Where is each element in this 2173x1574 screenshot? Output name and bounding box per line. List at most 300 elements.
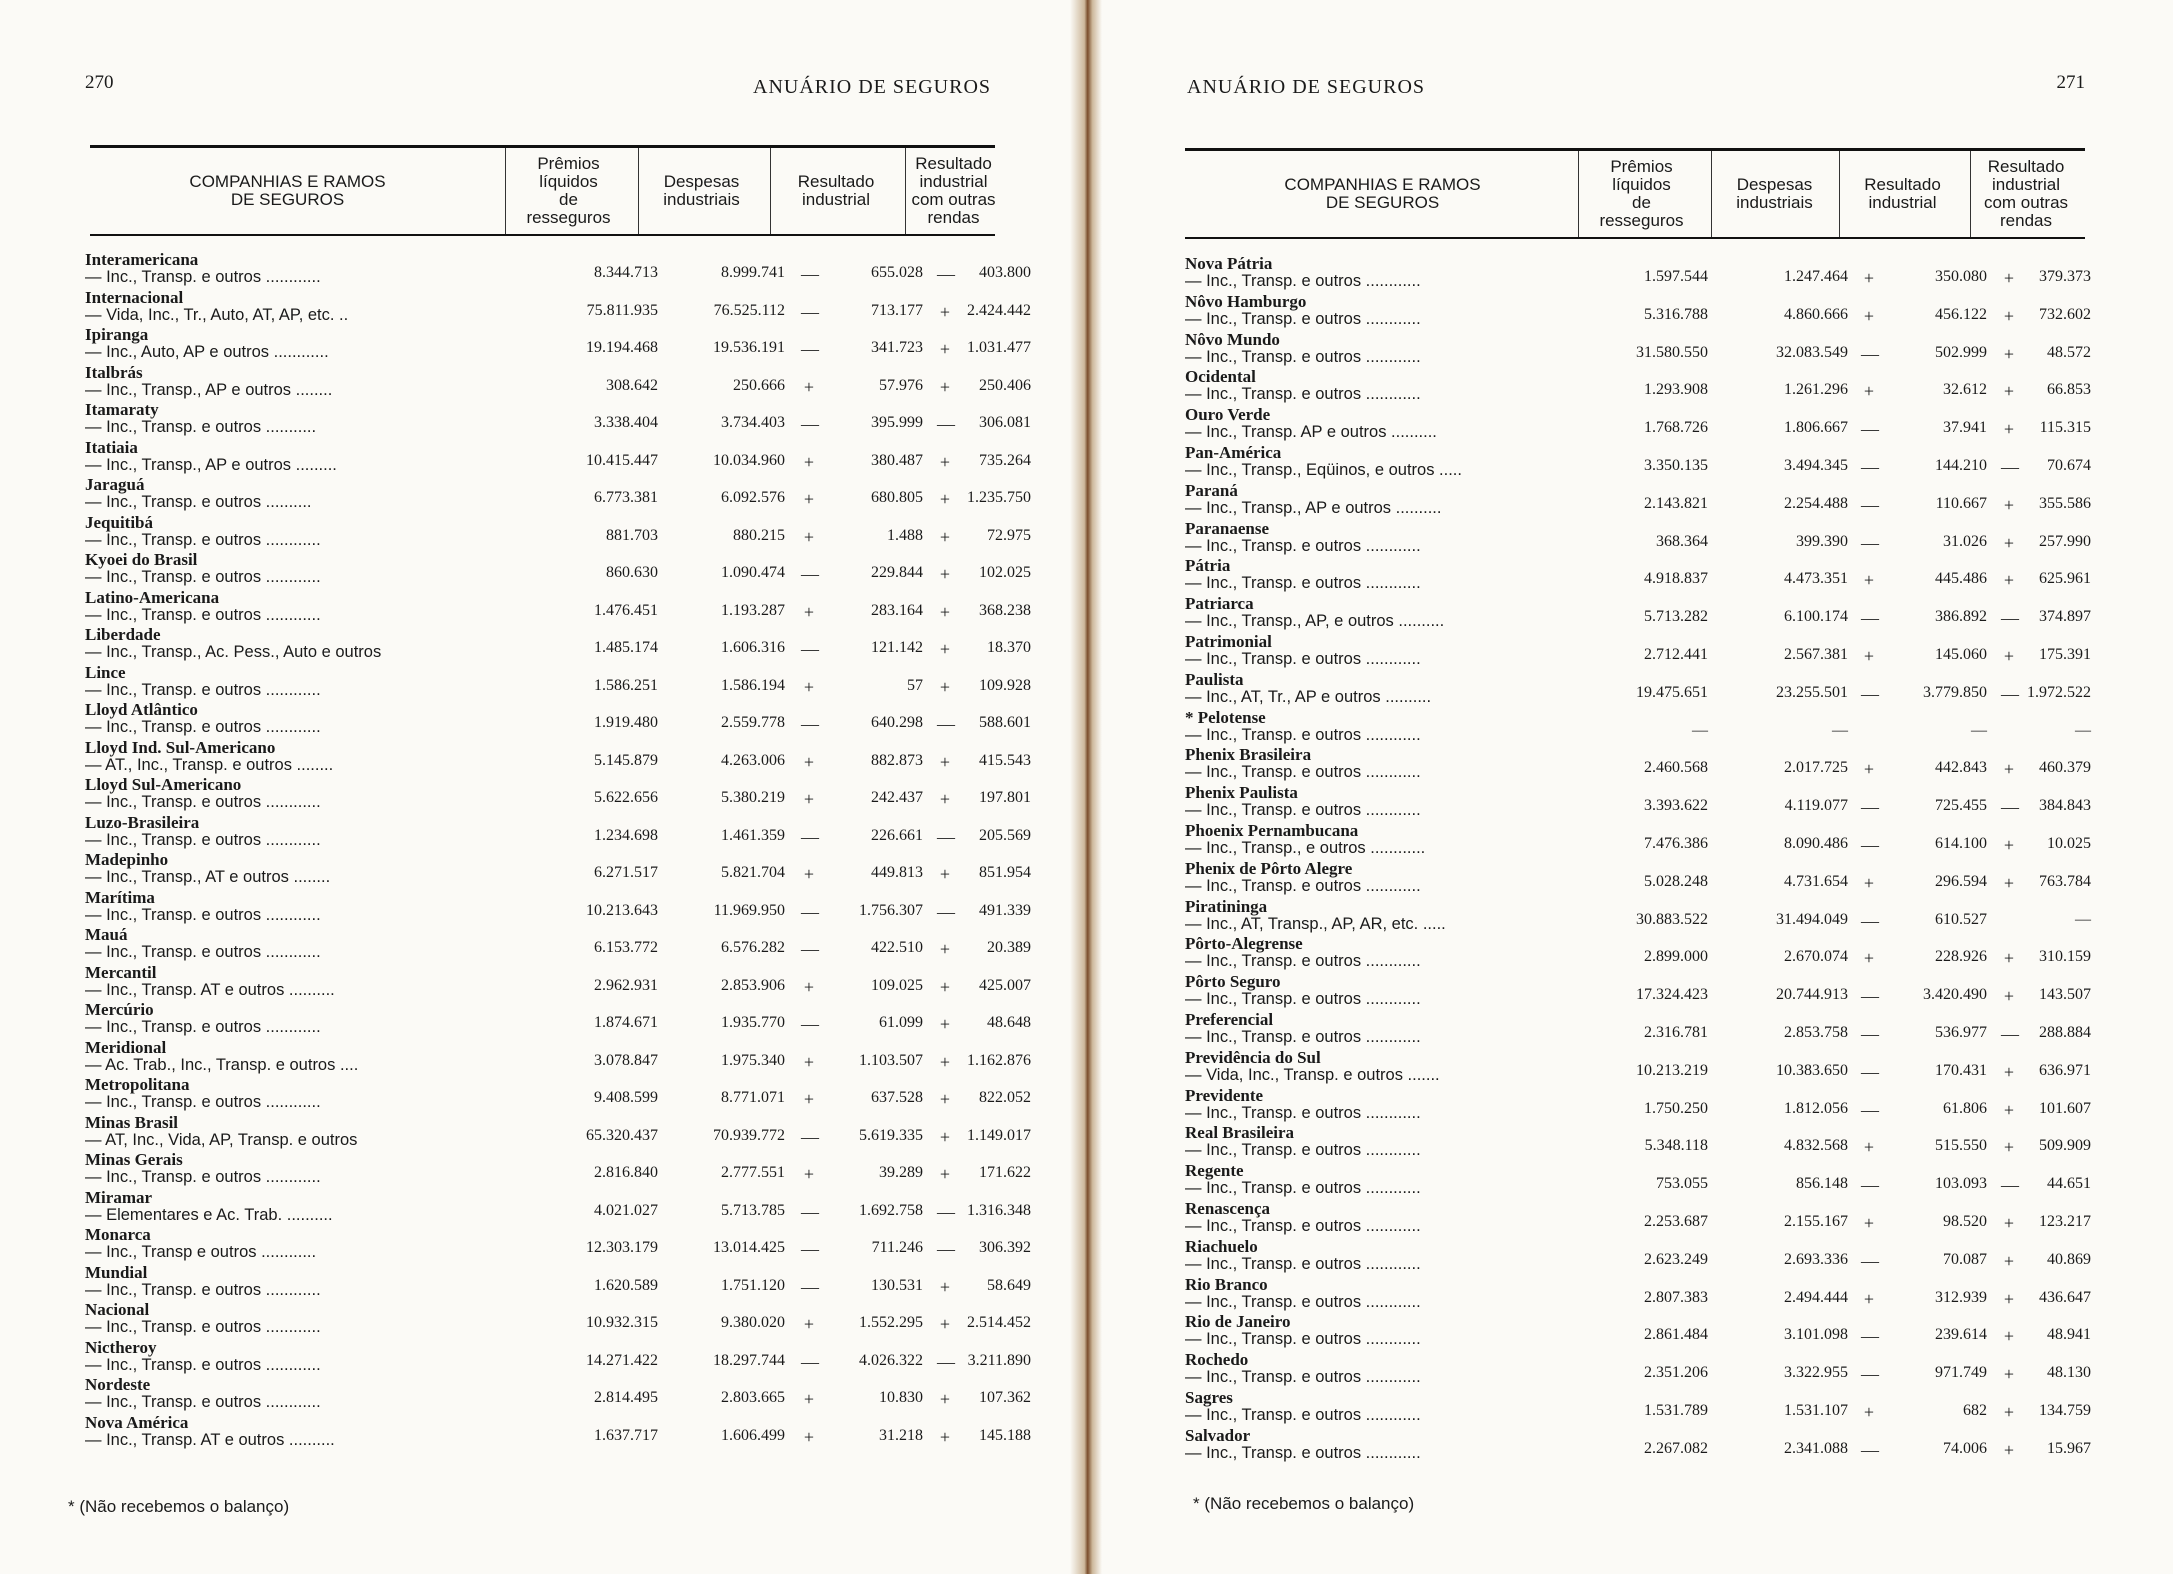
table-row [1185, 1010, 2093, 1048]
lines-of-insurance: — Inc., Transp., Eqüinos, e outros ..... [1185, 460, 1462, 479]
company-name: Paraná [1185, 480, 1238, 500]
resultado-outras-sign: + [939, 1164, 951, 1184]
premios-value: 753.055 [1656, 1175, 1708, 1193]
resultado-outras-sign: + [2003, 1250, 2015, 1271]
company-name: * Pelotense [1185, 707, 1266, 727]
resultado-value: 283.164 [871, 601, 923, 619]
table-row [85, 663, 1033, 701]
despesas-value: 10.034.960 [713, 451, 785, 469]
resultado-outras-value: 48.941 [2047, 1326, 2091, 1344]
resultado-outras-sign: — [2001, 456, 2019, 477]
company-name: Mercúrio [85, 1000, 154, 1019]
despesas-value: 4.832.568 [1784, 1137, 1848, 1155]
premios-value: 10.213.219 [1636, 1061, 1708, 1079]
company-name: Rochedo [1185, 1350, 1249, 1370]
despesas-value: 2.155.167 [1784, 1212, 1848, 1230]
resultado-sign: + [1863, 948, 1875, 969]
despesas-value: 10.383.650 [1776, 1061, 1848, 1079]
resultado-outras-sign: — [937, 714, 955, 734]
resultado-sign: + [803, 1051, 815, 1072]
resultado-outras-value: 1.162.876 [967, 1051, 1031, 1069]
resultado-value: 882.873 [871, 751, 923, 769]
premios-value: 5.348.118 [1644, 1137, 1708, 1155]
despesas-value: 5.713.785 [721, 1201, 785, 1219]
resultado-value: 711.246 [871, 1239, 923, 1256]
despesas-value: 856.148 [1796, 1175, 1848, 1193]
resultado-outras-value: 436.647 [2039, 1288, 2091, 1306]
lines-of-insurance: — Inc., Transp. e outros ............ [85, 1393, 321, 1411]
resultado-sign: — [1861, 494, 1879, 515]
table-body [1185, 254, 2093, 1464]
resultado-outras-value: 763.784 [2039, 872, 2091, 890]
resultado-sign: + [1863, 305, 1875, 326]
premios-value: 65.320.437 [586, 1126, 658, 1144]
table-row [85, 550, 1033, 588]
premios-value: 1.586.251 [594, 676, 658, 694]
premios-value: 75.811.935 [586, 301, 658, 319]
resultado-value: 121.142 [871, 639, 923, 656]
lines-of-insurance: — Inc., Transp. e outros ............ [85, 530, 321, 549]
company-name: Lloyd Sul-Americano [85, 775, 242, 794]
resultado-outras-value: 175.391 [2039, 645, 2091, 663]
resultado-outras-sign: + [2003, 986, 2015, 1007]
premios-value: 1.620.589 [594, 1276, 658, 1294]
company-name: Rio de Janeiro [1185, 1312, 1291, 1332]
table-row [1185, 783, 2093, 821]
resultado-sign: — [801, 714, 819, 734]
resultado-outras-value: 1.316.348 [967, 1201, 1031, 1219]
table-row [1185, 1275, 2093, 1313]
resultado-value: 3.420.490 [1923, 986, 1987, 1004]
header-despesas: Despesas industriais [638, 148, 764, 234]
table-row [85, 325, 1033, 363]
premios-value: 4.918.837 [1644, 570, 1708, 588]
company-name: Previdente [1185, 1085, 1264, 1105]
resultado-sign: + [803, 601, 815, 622]
table-row [1185, 897, 2093, 935]
resultado-sign: + [803, 751, 815, 772]
company-name: Italbrás [85, 362, 143, 382]
company-name: Sagres [1185, 1387, 1233, 1407]
footnote: * (Não recebemos o balanço) [68, 1497, 290, 1516]
company-name: Pôrto Seguro [1185, 972, 1281, 992]
resultado-value: 239.614 [1935, 1326, 1987, 1344]
resultado-sign: + [803, 451, 815, 472]
despesas-value: 23.255.501 [1776, 683, 1848, 701]
table-row [1185, 330, 2093, 368]
despesas-value: 1.193.287 [721, 601, 785, 619]
resultado-outras-value: 306.081 [979, 414, 1031, 431]
table-header [90, 145, 995, 236]
company-name: Pan-América [1185, 442, 1282, 462]
resultado-sign: — [1861, 797, 1879, 818]
resultado-value: 680.805 [871, 489, 923, 506]
despesas-value: 5.380.219 [721, 789, 785, 806]
table-row [1185, 1123, 2093, 1161]
table-row [1185, 1350, 2093, 1388]
lines-of-insurance: — Inc., Transp., AT e outros ........ [85, 868, 331, 886]
lines-of-insurance: — Inc., Transp. e outros ............ [1185, 272, 1421, 290]
lines-of-insurance: — Inc., Transp e outros ............ [85, 1243, 317, 1261]
resultado-sign: — [801, 826, 819, 847]
header-companies: COMPANHIAS E RAMOS DE SEGUROS [189, 172, 386, 209]
table-row [85, 888, 1033, 926]
table-row [85, 700, 1033, 738]
table-row [1185, 859, 2093, 897]
lines-of-insurance: — Inc., Transp. e outros ............ [85, 1168, 321, 1186]
table-row [1185, 1237, 2093, 1275]
resultado-outras-sign: + [939, 601, 951, 622]
resultado-outras-value: 2.424.442 [967, 301, 1031, 319]
despesas-value: 13.014.425 [713, 1239, 785, 1256]
resultado-sign: + [1863, 381, 1875, 402]
resultado-outras-value: 123.217 [2039, 1212, 2091, 1230]
despesas-value: 1.606.316 [721, 639, 785, 656]
resultado-sign: + [803, 1314, 815, 1334]
lines-of-insurance: — Inc., Transp. e outros ............ [1185, 1254, 1421, 1273]
premios-value: 368.364 [1656, 532, 1708, 550]
despesas-value: 70.939.772 [713, 1126, 785, 1144]
despesas-value: 399.390 [1796, 532, 1848, 550]
resultado-outras-sign: + [939, 489, 951, 509]
despesas-value: — [1832, 721, 1848, 739]
resultado-outras-sign: + [939, 789, 951, 809]
resultado-sign: + [803, 1089, 815, 1109]
premios-value: 1.919.480 [594, 714, 658, 731]
table-row [1185, 519, 2093, 557]
resultado-outras-value: 48.648 [987, 1014, 1031, 1031]
despesas-value: 8.090.486 [1784, 834, 1848, 852]
premios-value: 1.750.250 [1644, 1099, 1708, 1117]
resultado-outras-value: 257.990 [2039, 532, 2091, 550]
table-row [85, 850, 1033, 888]
resultado-value: 682 [1963, 1401, 1987, 1419]
table-row [85, 363, 1033, 401]
resultado-outras-value: 20.389 [987, 939, 1031, 956]
premios-value: 14.271.422 [586, 1351, 658, 1369]
table-row [1185, 708, 2093, 746]
lines-of-insurance: — Inc., Transp. e outros ............ [85, 905, 321, 924]
resultado-sign: + [803, 526, 815, 547]
resultado-value: 228.926 [1935, 948, 1987, 966]
despesas-value: 3.734.403 [721, 414, 785, 431]
premios-value: 10.932.315 [586, 1314, 658, 1331]
resultado-outras-sign: — [937, 264, 955, 284]
despesas-value: 4.731.654 [1784, 872, 1848, 890]
table-row [1185, 1161, 2093, 1199]
table-row [1185, 632, 2093, 670]
table-body [85, 250, 1033, 1450]
resultado-value: 386.892 [1935, 608, 1987, 626]
running-head: ANUÁRIO DE SEGUROS [753, 76, 992, 98]
table-row [85, 738, 1033, 776]
resultado-outras-sign: + [939, 1126, 951, 1147]
despesas-value: 4.119.077 [1784, 797, 1848, 815]
despesas-value: 1.461.359 [721, 826, 785, 844]
resultado-outras-sign: + [939, 639, 951, 659]
resultado-outras-sign: + [939, 1051, 951, 1072]
resultado-value: 380.487 [871, 451, 923, 469]
resultado-sign: + [1863, 759, 1875, 780]
lines-of-insurance: — Inc., Transp. e outros ............ [85, 680, 321, 699]
company-name: Marítima [85, 887, 155, 907]
despesas-value: 2.017.725 [1784, 759, 1848, 777]
despesas-value: 4.473.351 [1784, 570, 1848, 588]
resultado-value: 31.218 [879, 1426, 923, 1444]
premios-value: 1.637.717 [594, 1426, 658, 1444]
company-name: Real Brasileira [1185, 1123, 1295, 1143]
resultado-sign: + [803, 976, 815, 997]
resultado-value: 98.520 [1943, 1212, 1987, 1230]
lines-of-insurance: — Inc., Transp., AP e outros ......... [85, 455, 337, 474]
table-row [85, 288, 1033, 326]
resultado-outras-value: 107.362 [979, 1389, 1031, 1406]
premios-value: 5.145.879 [594, 751, 658, 769]
resultado-outras-sign: + [939, 526, 951, 547]
table-row [85, 963, 1033, 1001]
resultado-outras-value: 625.961 [2039, 570, 2091, 588]
resultado-outras-value: 735.264 [979, 451, 1031, 469]
resultado-outras-value: 379.373 [2039, 268, 2091, 285]
company-name: Mauá [85, 925, 128, 944]
company-name: Monarca [85, 1225, 151, 1244]
despesas-value: 2.670.074 [1784, 948, 1848, 966]
despesas-value: 2.341.088 [1784, 1439, 1848, 1457]
premios-value: — [1692, 721, 1708, 739]
resultado-outras-sign: — [937, 1351, 955, 1372]
resultado-sign: — [1861, 532, 1879, 553]
table-row [85, 1150, 1033, 1188]
resultado-outras-value: 145.188 [979, 1426, 1031, 1444]
resultado-outras-value: 732.602 [2039, 305, 2091, 323]
resultado-value: 109.025 [871, 976, 923, 994]
page-number: 270 [85, 72, 114, 93]
company-name: Nôvo Hamburgo [1185, 291, 1307, 311]
premios-value: 5.622.656 [594, 789, 658, 806]
despesas-value: 2.803.665 [721, 1389, 785, 1406]
lines-of-insurance: — Inc., Transp. e outros ............ [1185, 649, 1421, 668]
resultado-outras-value: 171.622 [979, 1164, 1031, 1181]
table-row [1185, 972, 2093, 1010]
premios-value: 2.712.441 [1644, 645, 1708, 663]
lines-of-insurance: — Inc., Transp. e outros ............ [1185, 1330, 1421, 1349]
resultado-outras-sign: + [939, 1426, 951, 1447]
table-row [85, 925, 1033, 963]
resultado-value: 110.667 [1935, 494, 1987, 512]
table-row [85, 250, 1033, 288]
resultado-sign: — [1861, 1364, 1879, 1385]
header-companies: COMPANHIAS E RAMOS DE SEGUROS [1284, 175, 1481, 212]
lines-of-insurance: — Inc., Transp. e outros ............ [85, 1280, 321, 1299]
resultado-outras-sign: + [939, 1089, 951, 1109]
despesas-value: 6.092.576 [721, 489, 785, 506]
resultado-outras-sign: + [2003, 419, 2015, 440]
premios-value: 9.408.599 [594, 1089, 658, 1106]
resultado-sign: + [803, 1426, 815, 1447]
lines-of-insurance: — Inc., Transp. e outros ............ [85, 1355, 321, 1374]
resultado-outras-sign: + [939, 939, 951, 959]
company-name: Riachuelo [1185, 1236, 1258, 1256]
resultado-value: 1.756.307 [859, 901, 923, 919]
premios-value: 12.303.179 [586, 1239, 658, 1256]
table-row [85, 1113, 1033, 1151]
lines-of-insurance: — Inc., Transp. e outros ............ [1185, 990, 1421, 1009]
resultado-value: 31.026 [1943, 532, 1987, 550]
despesas-value: 3.101.098 [1784, 1326, 1848, 1344]
despesas-value: 6.100.174 [1784, 608, 1848, 626]
resultado-value: 61.099 [879, 1014, 923, 1031]
premios-value: 2.814.495 [594, 1389, 658, 1406]
header-resultado: Resultado industrial [770, 148, 901, 234]
resultado-sign: — [1861, 608, 1879, 629]
resultado-value: 1.103.507 [859, 1051, 923, 1069]
lines-of-insurance: — Inc., Transp. e outros ............ [1185, 1216, 1421, 1235]
resultado-outras-sign: — [2001, 797, 2019, 818]
table-row [1185, 670, 2093, 708]
resultado-outras-sign: + [2003, 1061, 2015, 1082]
lines-of-insurance: — Inc., Transp. e outros ............ [1185, 1443, 1421, 1462]
table-row [85, 400, 1033, 438]
resultado-sign: — [801, 414, 819, 434]
table-row [1185, 821, 2093, 859]
premios-value: 6.271.517 [594, 864, 658, 881]
resultado-sign: + [803, 489, 815, 509]
company-name: Meridional [85, 1037, 167, 1057]
lines-of-insurance: — Inc., Transp. e outros ............ [1185, 1405, 1421, 1424]
resultado-outras-sign: — [937, 901, 955, 922]
resultado-outras-sign: + [2003, 759, 2015, 780]
despesas-value: 1.806.667 [1784, 419, 1848, 437]
resultado-sign: + [1863, 645, 1875, 666]
lines-of-insurance: — Inc., Auto, AP e outros ............ [85, 343, 329, 361]
premios-value: 17.324.423 [1636, 986, 1708, 1004]
resultado-sign: — [1861, 986, 1879, 1007]
resultado-outras-value: 822.052 [979, 1089, 1031, 1106]
lines-of-insurance: — Inc., Transp. e outros ............ [1185, 574, 1421, 593]
lines-of-insurance: — Elementares e Ac. Trab. .......... [85, 1205, 333, 1224]
premios-value: 2.143.821 [1644, 494, 1708, 512]
lines-of-insurance: — Inc., Transp. AT e outros .......... [85, 1430, 335, 1449]
table-row [1185, 556, 2093, 594]
despesas-value: 5.821.704 [721, 864, 785, 881]
lines-of-insurance: — Inc., Transp. e outros ............ [85, 718, 321, 736]
resultado-outras-value: 143.507 [2039, 986, 2091, 1004]
resultado-outras-sign: + [2003, 343, 2015, 364]
premios-value: 10.213.643 [586, 901, 658, 919]
table-row [1185, 367, 2093, 405]
despesas-value: 8.771.071 [721, 1089, 785, 1106]
resultado-value: 130.531 [871, 1276, 923, 1294]
resultado-outras-value: — [2075, 721, 2091, 739]
company-name: Liberdade [85, 625, 161, 644]
premios-value: 308.642 [606, 376, 658, 394]
resultado-value: 61.806 [1943, 1099, 1987, 1117]
premios-value: 19.475.651 [1636, 683, 1708, 701]
lines-of-insurance: — Inc., Transp. e outros ............ [85, 1018, 321, 1036]
header-resultado-outras: Resultado industrial com outras rendas [1970, 151, 2081, 237]
premios-value: 2.962.931 [594, 976, 658, 994]
company-name: Preferencial [1185, 1009, 1274, 1029]
resultado-sign: — [801, 301, 819, 322]
resultado-outras-sign: + [2003, 1288, 2015, 1309]
resultado-outras-value: 197.801 [979, 789, 1031, 806]
table-row [85, 513, 1033, 551]
resultado-outras-value: 58.649 [987, 1276, 1031, 1294]
resultado-outras-value: 403.800 [979, 264, 1031, 281]
table-header [1185, 148, 2085, 239]
company-name: Madepinho [85, 850, 169, 869]
resultado-outras-sign: + [2003, 1137, 2015, 1158]
company-name: Mercantil [85, 962, 157, 982]
company-name: Nôvo Mundo [1185, 329, 1280, 349]
table-row [85, 775, 1033, 813]
company-name: Luzo-Brasileira [85, 812, 200, 832]
resultado-outras-sign: + [2003, 1364, 2015, 1385]
resultado-outras-sign: + [939, 1276, 951, 1297]
lines-of-insurance: — AT., Inc., Transp. e outros ........ [85, 755, 334, 774]
resultado-value: 37.941 [1943, 419, 1987, 437]
table-row [1185, 1312, 2093, 1350]
resultado-sign: — [801, 1351, 819, 1372]
resultado-outras-sign: + [939, 976, 951, 997]
resultado-outras-value: 18.370 [987, 639, 1031, 656]
company-name: Salvador [1185, 1425, 1251, 1445]
premios-value: 4.021.027 [594, 1201, 658, 1219]
company-name: Mundial [85, 1262, 148, 1282]
premios-value: 2.351.206 [1644, 1364, 1708, 1382]
resultado-outras-sign: + [939, 1314, 951, 1334]
resultado-sign: + [1863, 1137, 1875, 1158]
resultado-sign: — [1861, 683, 1879, 704]
resultado-outras-value: 425.007 [979, 976, 1031, 994]
despesas-value: 1.751.120 [721, 1276, 785, 1294]
despesas-value: 1.586.194 [721, 676, 785, 694]
resultado-outras-value: 48.130 [2047, 1364, 2091, 1382]
lines-of-insurance: — Inc., Transp. e outros ............ [1185, 1027, 1421, 1046]
lines-of-insurance: — Vida, Inc., Tr., Auto, AT, AP, etc. .. [85, 305, 349, 324]
resultado-value: 226.661 [871, 826, 923, 844]
resultado-outras-sign: — [937, 826, 955, 847]
resultado-outras-sign: + [2003, 381, 2015, 402]
resultado-sign: — [1861, 1439, 1879, 1460]
despesas-value: 9.380.020 [721, 1314, 785, 1331]
resultado-outras-value: 491.339 [979, 901, 1031, 919]
resultado-outras-value: 10.025 [2047, 834, 2091, 852]
resultado-value: — [1971, 721, 1987, 739]
resultado-outras-sign: — [2001, 1175, 2019, 1196]
resultado-outras-sign: + [2003, 1212, 2015, 1233]
company-name: Nova América [85, 1412, 189, 1432]
lines-of-insurance: — Inc., AT, Tr., AP e outros .......... [1185, 687, 1432, 706]
resultado-sign: — [801, 939, 819, 959]
despesas-value: 2.559.778 [721, 714, 785, 731]
despesas-value: 4.263.006 [721, 751, 785, 769]
resultado-outras-sign: + [2003, 570, 2015, 591]
resultado-sign: — [801, 639, 819, 659]
resultado-outras-value: 310.159 [2039, 948, 2091, 966]
resultado-outras-sign: + [2003, 1401, 2015, 1422]
premios-value: 6.153.772 [594, 939, 658, 956]
company-name: Minas Gerais [85, 1150, 183, 1169]
lines-of-insurance: — Inc., Transp. e outros ............ [1185, 1368, 1421, 1387]
resultado-outras-sign: + [939, 864, 951, 884]
resultado-value: 502.999 [1935, 343, 1987, 361]
lines-of-insurance: — Inc., Transp. e outros ............ [1185, 952, 1421, 971]
resultado-value: 422.510 [871, 939, 923, 956]
company-name: Paulista [1185, 669, 1244, 689]
despesas-value: 1.935.770 [721, 1014, 785, 1031]
resultado-value: 655.028 [871, 264, 923, 281]
